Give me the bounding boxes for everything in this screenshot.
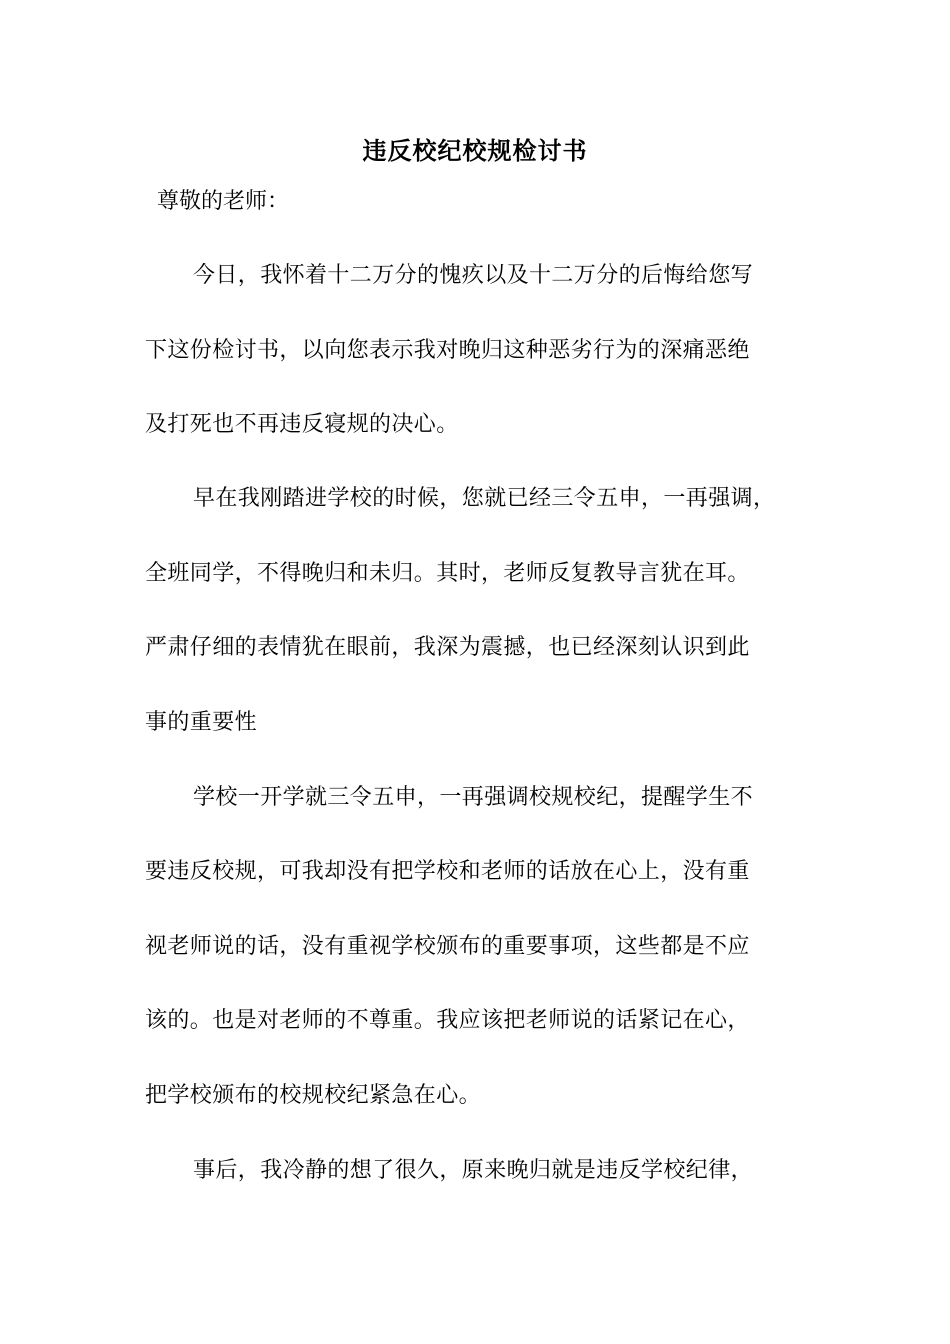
paragraph-3-line-5: 把学校颁布的校规校纪紧急在心。 bbox=[145, 1083, 482, 1108]
paragraph-2-line-4: 事的重要性 bbox=[145, 710, 258, 735]
document-title: 违反校纪校规检讨书 bbox=[362, 136, 588, 165]
paragraph-2-line-2: 全班同学，不得晚归和未归。其时，老师反复教导言犹在耳。 bbox=[145, 561, 750, 586]
paragraph-3-line-2: 要违反校规，可我却没有把学校和老师的话放在心上，没有重 bbox=[145, 859, 750, 884]
paragraph-1-line-3: 及打死也不再违反寝规的决心。 bbox=[145, 412, 459, 437]
salutation: 尊敬的老师： bbox=[157, 189, 290, 214]
paragraph-3-line-4: 该的。也是对老师的不尊重。我应该把老师说的话紧记在心， bbox=[145, 1008, 750, 1033]
paragraph-3-line-1: 学校一开学就三令五申，一再强调校规校纪，提醒学生不 bbox=[193, 785, 754, 810]
paragraph-2-line-3: 严肃仔细的表情犹在眼前，我深为震撼，也已经深刻认识到此 bbox=[145, 635, 750, 660]
paragraph-3-line-3: 视老师说的话，没有重视学校颁布的重要事项，这些都是不应 bbox=[145, 934, 750, 959]
paragraph-1-line-2: 下这份检讨书，以向您表示我对晚归这种恶劣行为的深痛恶绝 bbox=[145, 338, 750, 363]
paragraph-2-line-1: 早在我刚踏进学校的时候，您就已经三令五申，一再强调， bbox=[193, 486, 776, 511]
paragraph-4-line-1: 事后，我冷静的想了很久，原来晚归就是违反学校纪律， bbox=[193, 1158, 754, 1183]
paragraph-1-line-1: 今日，我怀着十二万分的愧疚以及十二万分的后悔给您写 bbox=[193, 263, 754, 288]
